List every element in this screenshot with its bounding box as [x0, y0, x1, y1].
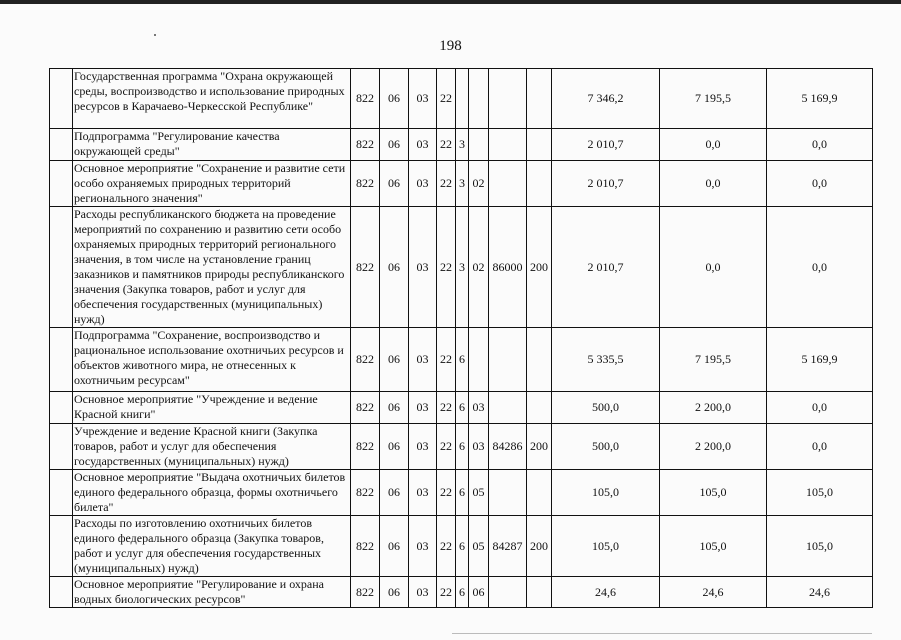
program-code-cell: 22 [437, 424, 456, 470]
budget-table [49, 68, 873, 608]
program-code-cell: 22 [437, 161, 456, 207]
subprogram-code-cell: 6 [456, 470, 469, 516]
subsection-code-cell: 03 [409, 470, 437, 516]
subsection-code-cell: 03 [409, 577, 437, 608]
measure-code-cell: 03 [469, 424, 489, 470]
admin-code-cell: 822 [351, 69, 380, 129]
direction-code-cell [489, 161, 527, 207]
program-code-cell: 22 [437, 577, 456, 608]
subprogram-code-cell: 6 [456, 516, 469, 577]
admin-code-cell: 822 [351, 577, 380, 608]
amount-year3-cell: 0,0 [767, 424, 873, 470]
amount-year1-cell: 24,6 [552, 577, 660, 608]
section-code-cell: 06 [380, 207, 409, 328]
row-number-cell [50, 577, 73, 608]
measure-code-cell [469, 69, 489, 129]
subsection-code-cell: 03 [409, 392, 437, 424]
table-row [50, 577, 873, 608]
subprogram-code-cell: 3 [456, 129, 469, 161]
subsection-code-cell: 03 [409, 161, 437, 207]
expense-type-cell: 200 [527, 424, 552, 470]
amount-year3-cell: 0,0 [767, 392, 873, 424]
amount-year2-cell: 105,0 [660, 470, 767, 516]
direction-code-cell [489, 328, 527, 392]
item-name-cell: Основное мероприятие "Сохранение и развитие сети особо охраняемых природных территорий регионального значения" [73, 161, 351, 207]
row-number-cell [50, 161, 73, 207]
measure-code-cell: 03 [469, 392, 489, 424]
direction-code-cell [489, 392, 527, 424]
amount-year1-cell: 500,0 [552, 392, 660, 424]
amount-year3-cell: 0,0 [767, 161, 873, 207]
admin-code-cell: 822 [351, 470, 380, 516]
section-code-cell: 06 [380, 328, 409, 392]
section-code-cell: 06 [380, 424, 409, 470]
admin-code-cell: 822 [351, 207, 380, 328]
section-code-cell: 06 [380, 470, 409, 516]
amount-year2-cell: 7 195,5 [660, 69, 767, 129]
row-number-cell [50, 207, 73, 328]
table-row [50, 392, 873, 424]
section-code-cell: 06 [380, 577, 409, 608]
table-row [50, 516, 873, 577]
direction-code-cell [489, 129, 527, 161]
subprogram-code-cell: 6 [456, 328, 469, 392]
measure-code-cell: 05 [469, 470, 489, 516]
admin-code-cell: 822 [351, 129, 380, 161]
subsection-code-cell: 03 [409, 207, 437, 328]
amount-year3-cell: 5 169,9 [767, 69, 873, 129]
amount-year3-cell: 105,0 [767, 470, 873, 516]
scan-speck [154, 34, 156, 36]
direction-code-cell [489, 470, 527, 516]
program-code-cell: 22 [437, 129, 456, 161]
subprogram-code-cell: 6 [456, 577, 469, 608]
direction-code-cell: 86000 [489, 207, 527, 328]
measure-code-cell: 02 [469, 161, 489, 207]
amount-year3-cell: 24,6 [767, 577, 873, 608]
expense-type-cell [527, 392, 552, 424]
row-number-cell [50, 424, 73, 470]
expense-type-cell [527, 69, 552, 129]
measure-code-cell: 06 [469, 577, 489, 608]
amount-year2-cell: 0,0 [660, 161, 767, 207]
amount-year2-cell: 2 200,0 [660, 392, 767, 424]
row-number-cell [50, 392, 73, 424]
item-name-cell: Расходы республиканского бюджета на проведение мероприятий по сохранению и развитию сети особо охраняемых природных территорий регионального значения, в том числе на установление границ заказников и памятников природы республиканского значения (Закупка товаров, работ и услуг для обеспечения государственных (муниципальных) нужд) [73, 207, 351, 328]
subprogram-code-cell: 6 [456, 424, 469, 470]
table-body [50, 69, 873, 608]
program-code-cell: 22 [437, 516, 456, 577]
program-code-cell: 22 [437, 69, 456, 129]
measure-code-cell [469, 328, 489, 392]
amount-year1-cell: 500,0 [552, 424, 660, 470]
table-row [50, 424, 873, 470]
amount-year2-cell: 105,0 [660, 516, 767, 577]
expense-type-cell: 200 [527, 516, 552, 577]
direction-code-cell: 84287 [489, 516, 527, 577]
subsection-code-cell: 03 [409, 69, 437, 129]
direction-code-cell [489, 69, 527, 129]
item-name-cell: Государственная программа "Охрана окружающей среды, воспроизводство и использование природных ресурсов в Карачаево-Черкесской Республике" [73, 69, 351, 129]
item-name-cell: Основное мероприятие "Регулирование и охрана водных биологических ресурсов" [73, 577, 351, 608]
admin-code-cell: 822 [351, 328, 380, 392]
row-number-cell [50, 516, 73, 577]
subprogram-code-cell: 6 [456, 392, 469, 424]
table-row [50, 161, 873, 207]
subsection-code-cell: 03 [409, 516, 437, 577]
item-name-cell: Расходы по изготовлению охотничьих билетов единого федерального образца (Закупка товаров, работ и услуг для обеспечения государственных (муниципальных) нужд) [73, 516, 351, 577]
table-row [50, 470, 873, 516]
amount-year1-cell: 2 010,7 [552, 129, 660, 161]
table-row [50, 69, 873, 129]
table-row [50, 207, 873, 328]
amount-year2-cell: 7 195,5 [660, 328, 767, 392]
amount-year2-cell: 0,0 [660, 207, 767, 328]
admin-code-cell: 822 [351, 516, 380, 577]
section-code-cell: 06 [380, 516, 409, 577]
top-border-line [0, 0, 901, 4]
page-number: 198 [439, 38, 462, 54]
item-name-cell: Основное мероприятие "Выдача охотничьих билетов единого федерального образца, формы охотничьего билета" [73, 470, 351, 516]
measure-code-cell [469, 129, 489, 161]
bottom-scan-line [452, 633, 872, 634]
row-number-cell [50, 129, 73, 161]
amount-year3-cell: 105,0 [767, 516, 873, 577]
expense-type-cell [527, 328, 552, 392]
subsection-code-cell: 03 [409, 129, 437, 161]
item-name-cell: Подпрограмма "Сохранение, воспроизводство и рациональное использование охотничьих ресурсов и объектов животного мира, не отнесенных к охотничьим ресурсам" [73, 328, 351, 392]
admin-code-cell: 822 [351, 161, 380, 207]
section-code-cell: 06 [380, 69, 409, 129]
section-code-cell: 06 [380, 392, 409, 424]
expense-type-cell [527, 577, 552, 608]
direction-code-cell: 84286 [489, 424, 527, 470]
amount-year2-cell: 24,6 [660, 577, 767, 608]
row-number-cell [50, 470, 73, 516]
measure-code-cell: 05 [469, 516, 489, 577]
subsection-code-cell: 03 [409, 328, 437, 392]
subprogram-code-cell: 3 [456, 161, 469, 207]
amount-year3-cell: 5 169,9 [767, 328, 873, 392]
amount-year1-cell: 2 010,7 [552, 207, 660, 328]
row-number-cell [50, 69, 73, 129]
amount-year3-cell: 0,0 [767, 129, 873, 161]
subprogram-code-cell [456, 69, 469, 129]
table-row [50, 328, 873, 392]
section-code-cell: 06 [380, 161, 409, 207]
amount-year2-cell: 0,0 [660, 129, 767, 161]
section-code-cell: 06 [380, 129, 409, 161]
amount-year1-cell: 105,0 [552, 470, 660, 516]
program-code-cell: 22 [437, 470, 456, 516]
expense-type-cell [527, 129, 552, 161]
admin-code-cell: 822 [351, 424, 380, 470]
program-code-cell: 22 [437, 328, 456, 392]
row-number-cell [50, 328, 73, 392]
expense-type-cell [527, 470, 552, 516]
program-code-cell: 22 [437, 392, 456, 424]
subsection-code-cell: 03 [409, 424, 437, 470]
amount-year1-cell: 5 335,5 [552, 328, 660, 392]
table-row [50, 129, 873, 161]
amount-year2-cell: 2 200,0 [660, 424, 767, 470]
measure-code-cell: 02 [469, 207, 489, 328]
amount-year1-cell: 105,0 [552, 516, 660, 577]
amount-year1-cell: 7 346,2 [552, 69, 660, 129]
item-name-cell: Подпрограмма "Регулирование качества окружающей среды" [73, 129, 351, 161]
subprogram-code-cell: 3 [456, 207, 469, 328]
item-name-cell: Учреждение и ведение Красной книги (Закупка товаров, работ и услуг для обеспечения государственных (муниципальных) нужд) [73, 424, 351, 470]
expense-type-cell [527, 161, 552, 207]
direction-code-cell [489, 577, 527, 608]
amount-year1-cell: 2 010,7 [552, 161, 660, 207]
program-code-cell: 22 [437, 207, 456, 328]
admin-code-cell: 822 [351, 392, 380, 424]
item-name-cell: Основное мероприятие "Учреждение и ведение Красной книги" [73, 392, 351, 424]
expense-type-cell: 200 [527, 207, 552, 328]
amount-year3-cell: 0,0 [767, 207, 873, 328]
